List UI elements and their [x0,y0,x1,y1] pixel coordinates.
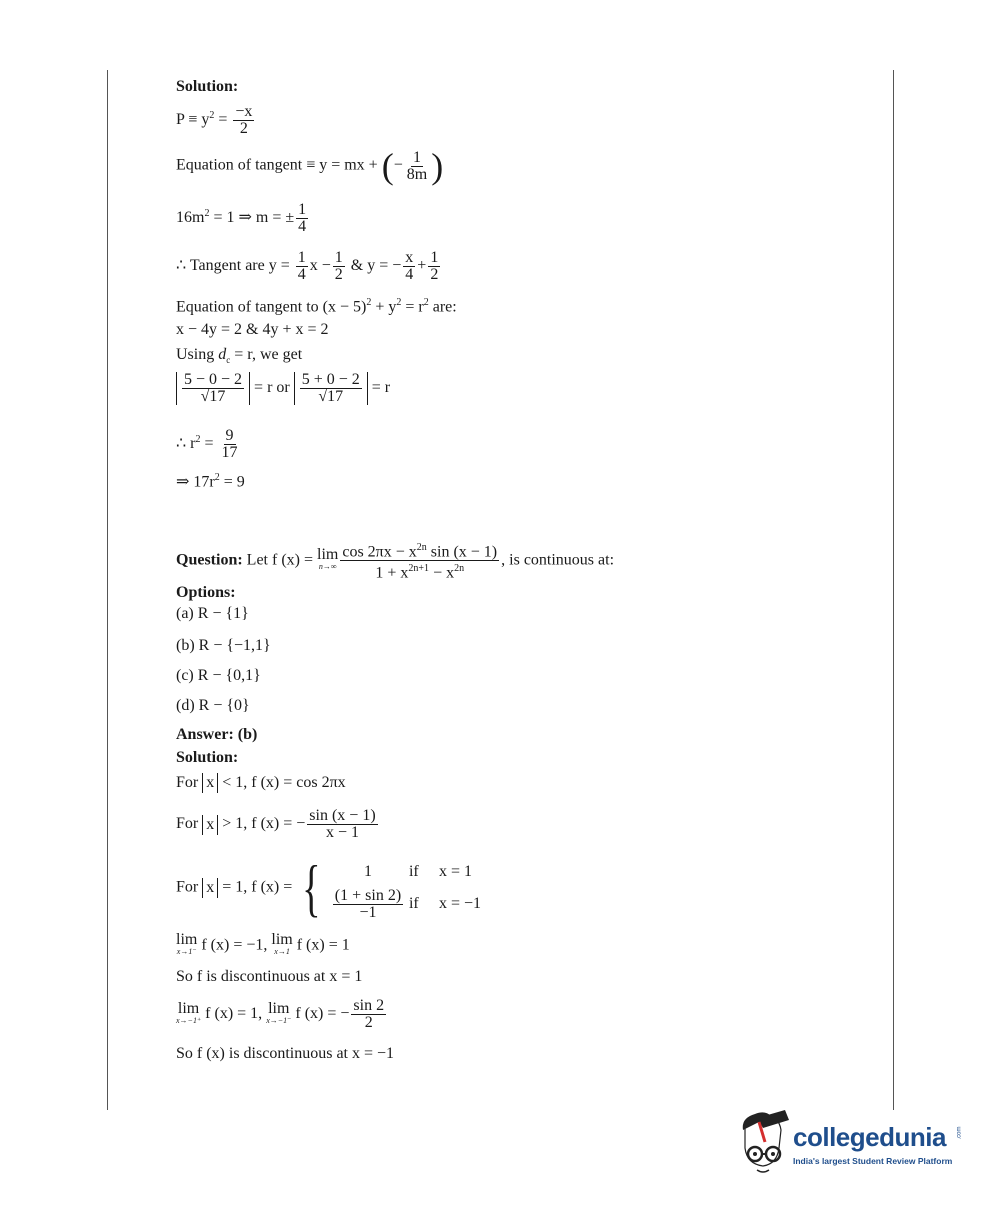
solution-heading: Solution: [176,78,239,95]
final-result: ⇒ $17r^2 = 9$ [176,472,245,491]
piecewise-cases: 1 if x = 1 $\frac{(1 + \sin 2)}{-1}$ if x = −1 [334,863,482,921]
logo-wordmark: collegedunia [793,1122,946,1152]
case-greater-than-one: For x > 1, f (x) = − $\frac{\sin (x - 1)}{x - 1}$ [176,807,376,841]
question-fraction: $\frac{\cos 2\pi x - x^{2n} \sin (x - 1)}{1 + x^{2n+1} - x^{2n}}$ [342,542,498,582]
option-c: (c) R − {0,1} [176,667,261,684]
case-less-than-one: For x < 1, f (x) = cos 2πx [176,774,346,792]
p-fraction: $\frac{-x}{2}$ [235,103,253,137]
option-a: (a) R − {1} [176,605,249,622]
mascot-icon [735,1108,791,1174]
distance-equation: $\frac{5 - 0 - 2}{√17}$ = r or $\frac{5 + 0 - 2}{√17}$ = r [176,372,390,405]
discontinuous-at-minus-one: So f (x) is discontinuous at x = −1 [176,1045,395,1062]
logo-tagline: India's largest Student Review Platform [793,1156,953,1166]
option-b: (b) R − {−1,1} [176,637,271,654]
tangent-equation: Equation of tangent ≡ y = mx + (− $\frac{1}{8m}$ ) [176,146,444,186]
option-d: (d) R − {0} [176,697,250,714]
right-margin-rule [893,70,894,1110]
tangent-lines-equations: x − 4y = 2 & 4y + x = 2 [176,321,329,338]
limits-at-minus-one: lim x→−1⁺ f (x) = 1, lim x→−1⁻ f (x) = − $\frac{\sin 2}{2}$ [176,997,385,1031]
logo-dotcom: .com [956,1126,963,1140]
left-margin-rule [107,70,108,1110]
discontinuous-at-one: So f is discontinuous at x = 1 [176,968,363,985]
collegedunia-logo [735,1108,965,1178]
limits-at-one: lim x→1⁻ f (x) = −1, lim x→1 f (x) = 1 [176,931,350,956]
circle-tangent-line: Equation of tangent to $(x - 5)^2 + y^2 = r^2$ are: [176,297,457,316]
using-distance-line: Using $d_c = r$, we get [176,346,303,366]
answer-line: Answer: (b) [176,726,258,743]
slope-condition: $16m^2 = 1$ ⇒ m = ± $\frac{1}{4}$ [176,201,307,235]
case-equal-one: For x = 1, f (x) = { 1 if x = 1 $\frac{(1 + \sin 2)}{-1}$ if x = −1 [176,852,482,923]
question-line: Question: Let f (x) = lim n→∞ $\frac{\cos 2\pi x - x^{2n} \sin (x - 1)}{1 + x^{2n+1} - x^{2n}}$ , is continuous at: [176,542,615,582]
p-definition: $P \equiv y^2$ = $\frac{-x}{2}$ [176,103,253,137]
solution-heading-2: Solution: [176,749,239,766]
tangent-lines: ∴ Tangent are y = $\frac{1}{4}$ x − $\frac{1}{2}$ & y = − $\frac{x}{4}$ + $\frac{1}{2}$ [176,249,439,283]
r-squared-value: ∴ $r^2$ = $\frac{9}{17}$ [176,427,238,461]
options-heading: Options: [176,584,236,601]
